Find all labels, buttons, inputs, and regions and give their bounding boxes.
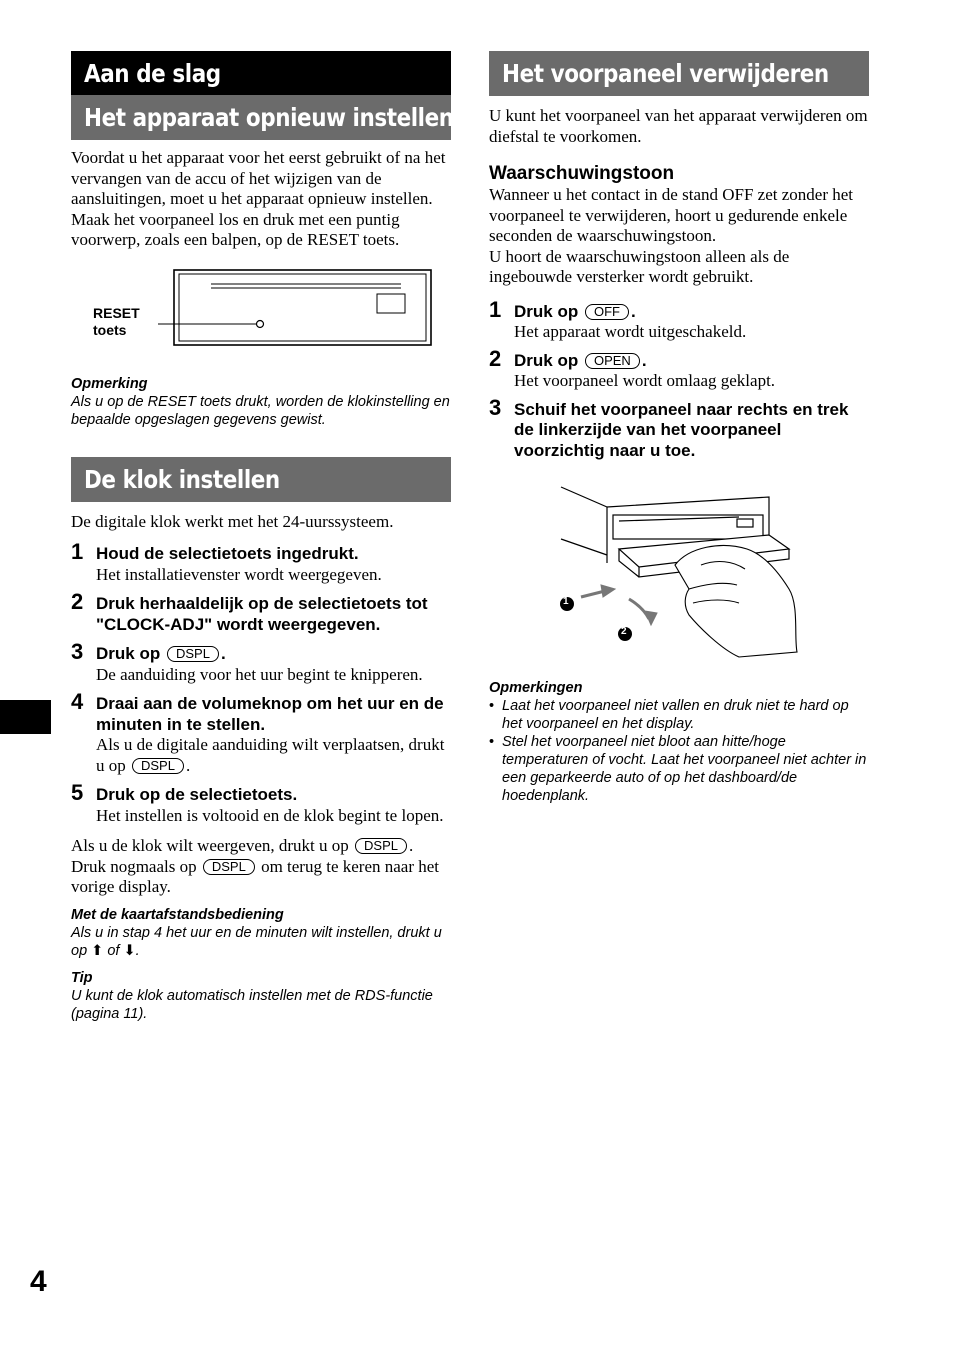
reset-figure xyxy=(71,269,451,361)
step-heading-text: Druk op xyxy=(96,644,161,663)
off-button-label: OFF xyxy=(585,304,629,320)
step xyxy=(71,589,451,635)
step-heading-text: . xyxy=(630,301,636,321)
step-body: De aanduiding voor het uur begint te knipperen. xyxy=(96,664,423,684)
remove-intro: U kunt het voorpaneel van het apparaat verwijderen om diefstal te voorkomen. xyxy=(489,106,868,146)
note-title: Opmerking xyxy=(71,375,148,392)
warning-paragraph: U hoort de waarschuwingstoon alleen als de ingebouwde versterker wordt gebruikt. xyxy=(489,246,790,286)
step-heading: Draai aan de volumeknop om het uur en de minuten in te stellen. xyxy=(96,694,444,734)
removal-notes xyxy=(489,679,869,805)
section-header-remove-panel xyxy=(489,51,869,96)
step-marker-2: 2 xyxy=(621,626,627,637)
step-heading-text: . xyxy=(220,644,226,663)
remote-note-text: Als u in stap 4 het uur en de minuten wilt instellen, drukt u op xyxy=(71,924,442,959)
notes-list xyxy=(489,697,869,805)
remote-note-text: of xyxy=(107,942,120,959)
note-title: Opmerkingen xyxy=(489,680,583,696)
clock-intro: De digitale klok werkt met het 24-uurssysteem. xyxy=(71,511,394,531)
step-number: 1 xyxy=(489,296,502,322)
step xyxy=(489,394,869,462)
step-number: 5 xyxy=(71,780,84,805)
step xyxy=(71,780,451,826)
step-heading-text: Druk op xyxy=(514,350,579,370)
remote-note-text: . xyxy=(135,942,140,959)
step-number: 4 xyxy=(71,689,84,714)
section-title: Het apparaat opnieuw instellen xyxy=(84,103,454,132)
step-number: 2 xyxy=(489,345,502,371)
section-header-getting-started xyxy=(71,51,451,95)
tip-note xyxy=(71,969,451,1023)
note-text: U kunt de klok automatisch instellen met de RDS-functie (pagina 11). xyxy=(71,987,433,1022)
step xyxy=(489,296,869,343)
step-body: Het instellen is voltooid en de klok begint te lopen. xyxy=(96,805,444,825)
list-item: • Stel het voorpaneel niet bloot aan hitte/hoge temperaturen of vocht. Laat het voorpaneel niet achter in een geparkeerde auto of op het dashboard/de hoedenplank. xyxy=(489,733,869,805)
section-title: Het voorpaneel verwijderen xyxy=(502,59,829,88)
step-heading: Schuif het voorpaneel naar rechts en trek de linkerzijde van het voorpaneel voorzichtig naar u toe. xyxy=(514,399,849,460)
reset-note xyxy=(71,375,451,429)
dspl-button-label: DSPL xyxy=(132,758,184,774)
reset-body xyxy=(71,148,451,251)
step-body-text: . xyxy=(185,755,191,775)
step-body: Het voorpaneel wordt omlaag geklapt. xyxy=(514,371,776,390)
step-heading xyxy=(514,302,869,323)
arrow-down-icon: ⬇ xyxy=(123,942,136,959)
step-number: 2 xyxy=(71,589,84,614)
step xyxy=(71,639,451,685)
reset-label-line: toets xyxy=(93,321,127,338)
clock-steps xyxy=(71,539,451,826)
step-number: 3 xyxy=(71,639,84,664)
step-number: 3 xyxy=(489,394,502,420)
left-column xyxy=(71,51,454,1023)
panel-removal-illustration xyxy=(489,477,869,667)
chapter-tab xyxy=(0,700,51,734)
remove-steps xyxy=(489,296,869,462)
note-text xyxy=(71,924,451,960)
step-heading xyxy=(96,644,451,665)
car-stereo-front-illustration xyxy=(71,269,451,361)
step-body: Het apparaat wordt uitgeschakeld. xyxy=(514,322,747,341)
right-column xyxy=(489,51,869,805)
display-text: Als u de klok wilt weergeven, drukt u op xyxy=(71,836,349,855)
step-number: 1 xyxy=(71,539,84,564)
note-text: Als u op de RESET toets drukt, worden de klokinstelling en bepaalde opgeslagen gegevens gewist. xyxy=(71,393,450,428)
reset-paragraph: Voordat u het apparaat voor het eerst gebruikt of na het vervangen van de accu of het wijzigen van de aansluitingen, moet u het apparaat opnieuw instellen. xyxy=(71,148,446,208)
dspl-button-label: DSPL xyxy=(355,838,407,854)
open-button-label: OPEN xyxy=(585,353,640,369)
section-header-clock xyxy=(71,457,451,502)
dspl-button-label: DSPL xyxy=(203,859,255,875)
step-marker-1: 1 xyxy=(563,596,569,607)
section-title: De klok instellen xyxy=(84,464,280,494)
section-header-reset xyxy=(71,95,454,140)
arrow-up-icon: ⬆ xyxy=(91,942,104,959)
step xyxy=(71,689,451,776)
display-text: om terug te keren naar het vorige display. xyxy=(71,856,440,896)
warning-body xyxy=(489,185,869,288)
display-paragraph xyxy=(71,836,451,898)
panel-removal-figure xyxy=(489,477,869,667)
note-title: Met de kaartafstandsbediening xyxy=(71,906,284,923)
reset-label-line: RESET xyxy=(93,304,140,321)
reset-paragraph: Maak het voorpaneel los en druk met een puntig voorwerp, zoals een balpen, op de RESET toets. xyxy=(71,209,400,249)
step-body: Het installatievenster wordt weergegeven. xyxy=(96,564,382,584)
step-body xyxy=(96,735,451,776)
note-title: Tip xyxy=(71,969,93,986)
dspl-button-label: DSPL xyxy=(167,646,219,662)
step-heading-text: Druk op xyxy=(514,301,579,321)
step xyxy=(489,345,869,392)
display-text: . Druk nogmaals op xyxy=(71,836,414,876)
step-heading-text: . xyxy=(641,350,647,370)
list-item: • Laat het voorpaneel niet vallen en druk niet te hard op het voorpaneel en het display. xyxy=(489,697,869,733)
step-heading: Druk herhaaldelijk op de selectietoets tot "CLOCK-ADJ" wordt weergegeven. xyxy=(96,594,428,634)
section-title: Aan de slag xyxy=(84,58,221,88)
warning-subheading: Waarschuwingstoon xyxy=(489,163,675,184)
page-number: 4 xyxy=(30,1265,47,1298)
step-heading: Druk op de selectietoets. xyxy=(96,785,298,804)
step-heading: Houd de selectietoets ingedrukt. xyxy=(96,544,359,563)
step-heading xyxy=(514,351,869,372)
step-body-text: Als u de digitale aanduiding wilt verplaatsen, drukt u op xyxy=(96,735,445,775)
remote-note xyxy=(71,906,451,960)
warning-paragraph: Wanneer u het contact in de stand OFF zet zonder het voorpaneel te verwijderen, hoort u gedurende enkele seconden de waarschuwingstoon. xyxy=(489,185,854,245)
step xyxy=(71,539,451,585)
